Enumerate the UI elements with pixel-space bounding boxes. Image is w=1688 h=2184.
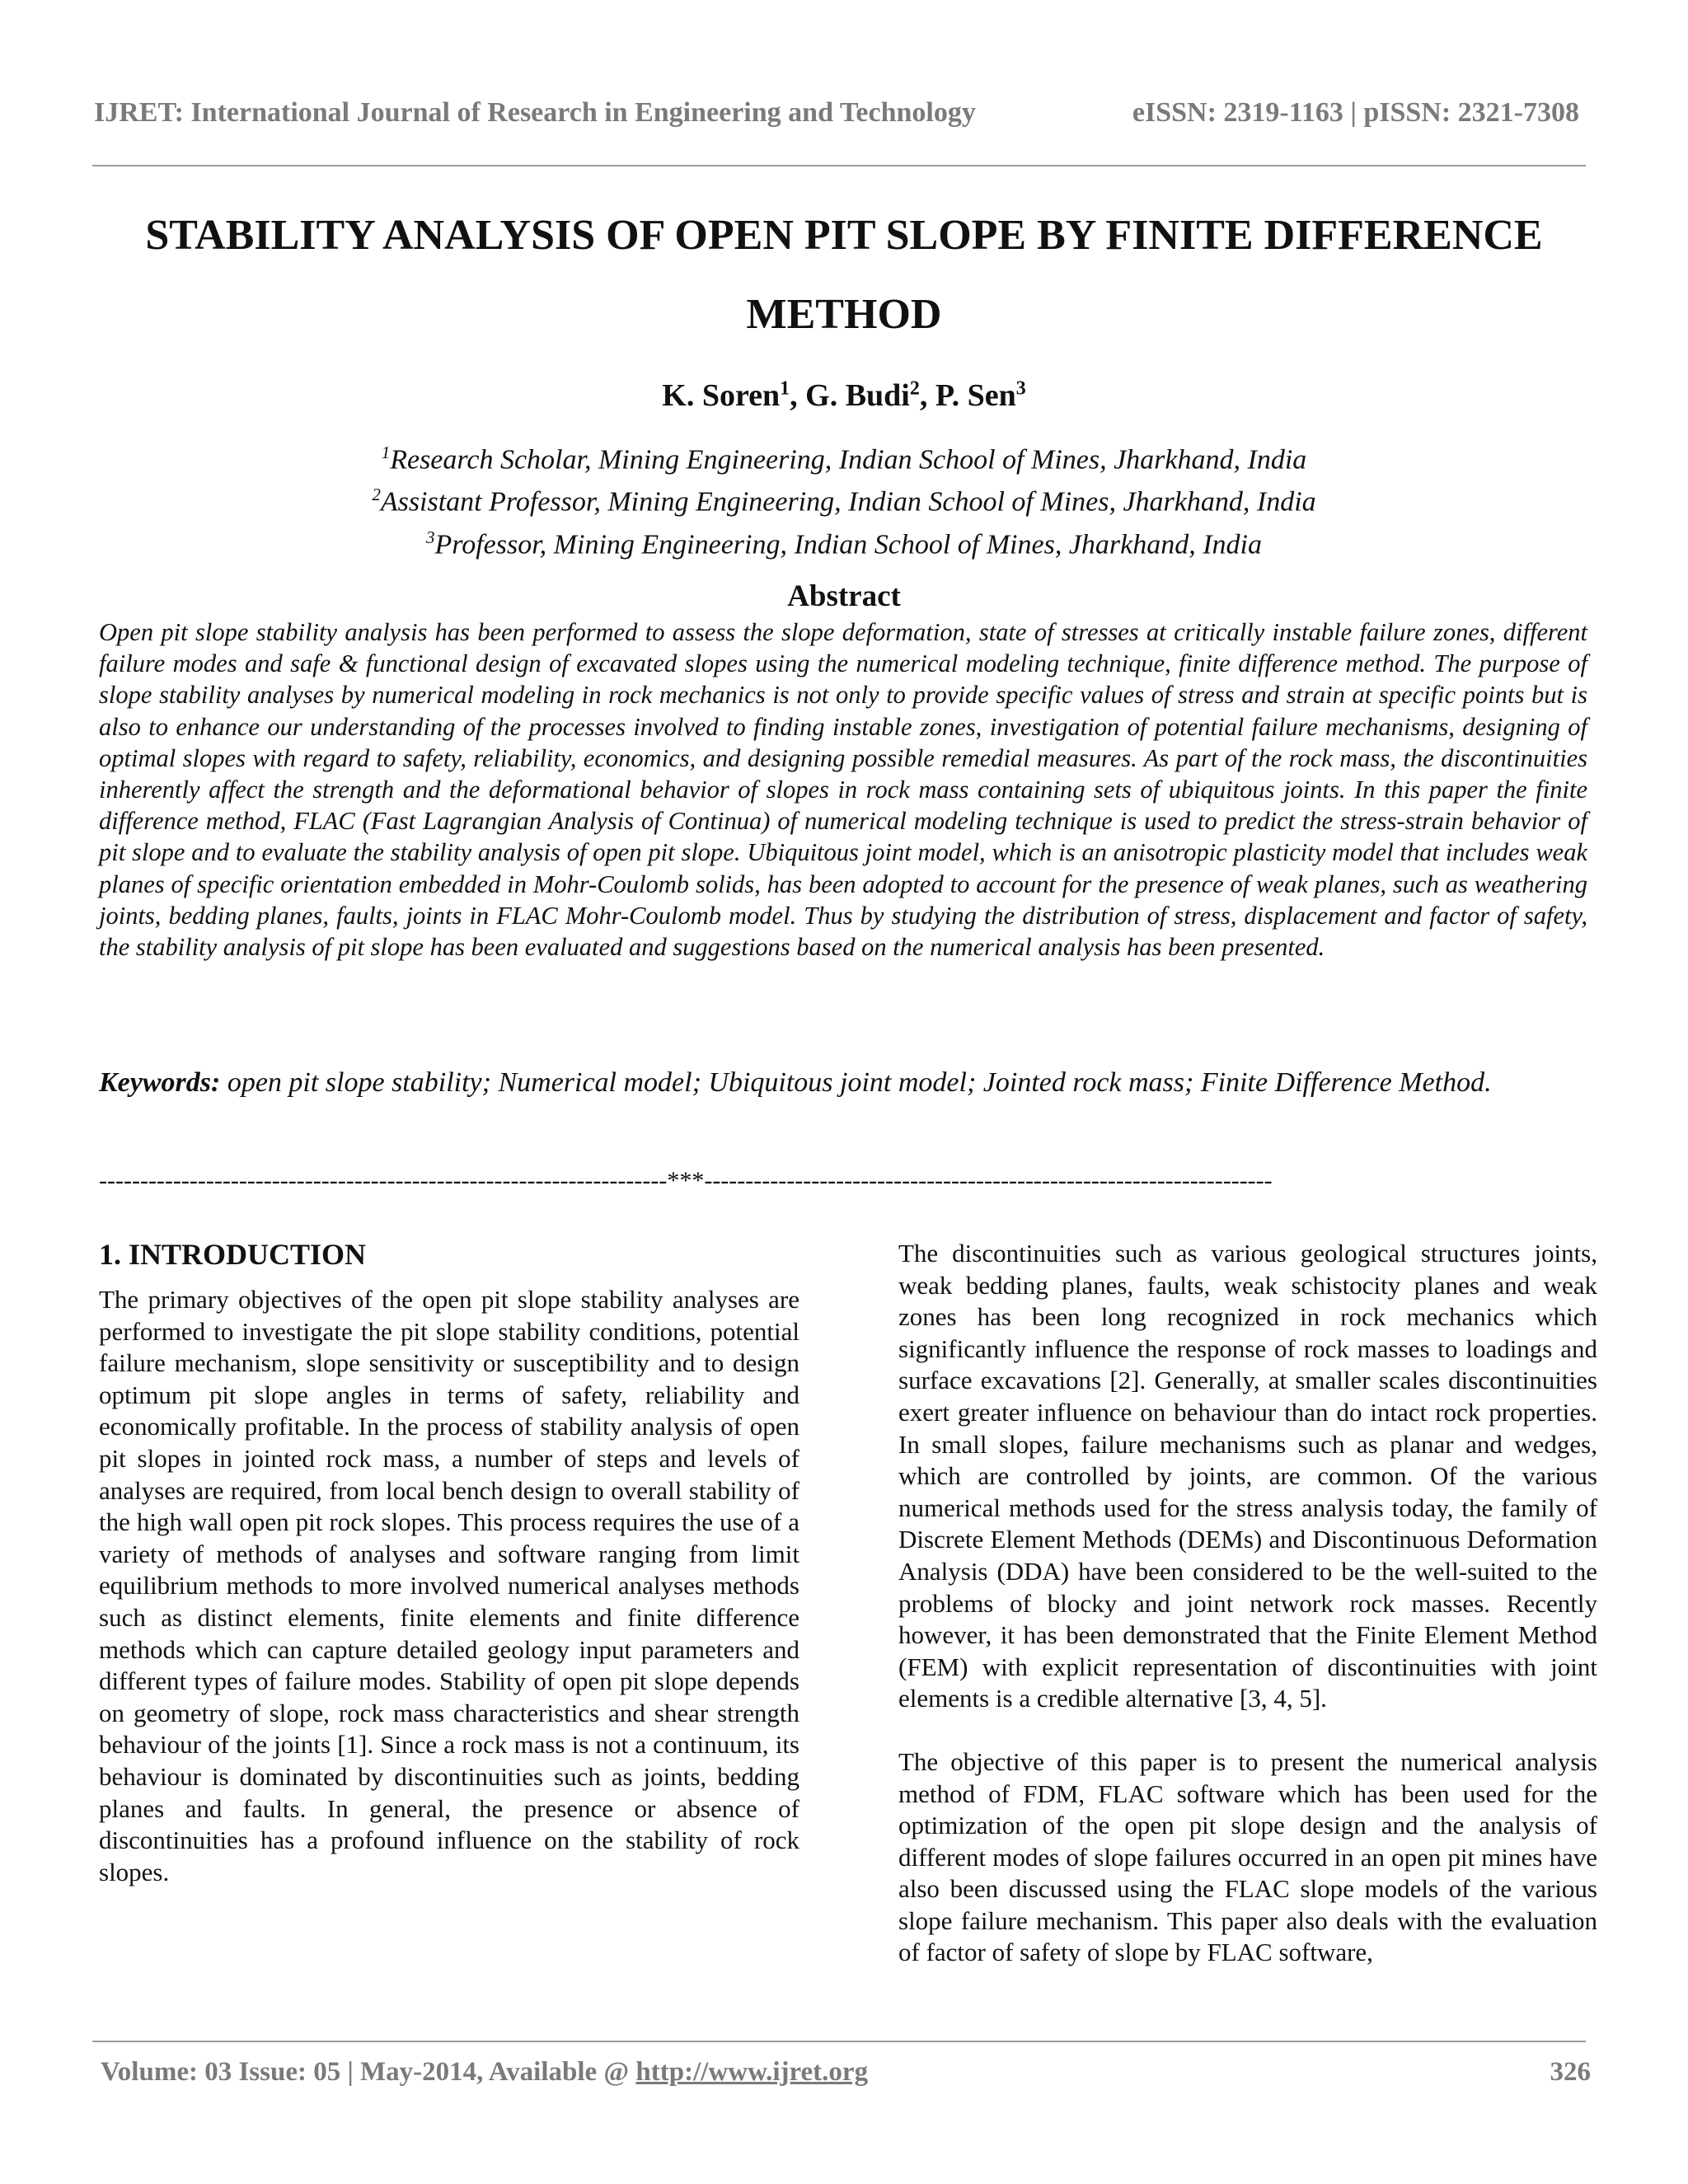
author-name: G. Budi xyxy=(805,378,910,413)
footer-volume-info: Volume: 03 Issue: 05 | May-2014, Available @ http://www.ijret.org xyxy=(101,2057,869,2087)
body-paragraph: The primary objectives of the open pit slope stability analyses are performed to investigate the pit slope stability conditions, potential failure mechanism, slope sensitivity or susceptibility and to design optimum pit slope angles in terms of safety, reliability and economically profitable. In the process of stability analysis of open pit slopes in jointed rock mass, a number of steps and levels of analyses are required, from local bench design to overall stability of the high wall open pit rock slopes. This process requires the use of a variety of methods of analyses and software ranging from limit equilibrium methods to more involved numerical analyses methods such as distinct elements, finite elements and finite difference methods which can capture detailed geology input parameters and different types of failure modes. Stability of open pit slope depends on geometry of slope, rock mass characteristics and shear strength behaviour of the joints [1]. Since a rock mass is not a continuum, its behaviour is dominated by discontinuities such as joints, bedding planes and faults. In general, the presence or absence of discontinuities has a profound influence on the stability of rock slopes. xyxy=(99,1285,799,1886)
keywords-text: open pit slope stability; Numerical model; Ubiquitous joint model; Jointed rock mass; Finite Difference Method. xyxy=(227,1067,1492,1098)
abstract-text: Open pit slope stability analysis has been performed to assess the slope deformation, state of stresses at critically instable failure zones, different failure modes and safe & functional design of excavated slopes using the numerical modeling technique, finite difference method. The purpose of slope stability analyses by numerical modeling in rock mechanics is not only to provide specific values of stress and strain at specific points but is also to enhance our understanding of the processes involved to finding instable zones, investigation of potential failure mechanisms, designing of optimal slopes with regard to safety, reliability, economics, and designing possible remedial measures. As part of the rock mass, the discontinuities inherently affect the strength and the deformational behavior of slopes in rock mass containing sets of ubiquitous joints. In this paper the finite difference method, FLAC (Fast Lagrangian Analysis of Continua) of numerical modeling technique is used to predict the stress-strain behavior of pit slope and to evaluate the stability analysis of open pit slope. Ubiquitous joint model, which is an anisotropic plasticity model that includes weak planes of specific orientation embedded in Mohr-Coulomb solids, has been adopted to account for the presence of weak planes, such as weathering joints, bedding planes, faults, joints in FLAC Mohr-Coulomb model. Thus by studying the distribution of stress, displacement and factor of safety, the stability analysis of pit slope has been evaluated and suggestions based on the numerical analysis has been presented. xyxy=(99,618,1587,962)
author-affiliation-mark: 1 xyxy=(780,377,790,400)
author-name: P. Sen xyxy=(935,378,1016,413)
page-number: 326 xyxy=(1550,2057,1591,2087)
author-affiliation-mark: 2 xyxy=(909,377,920,400)
affiliation-list xyxy=(0,435,1688,562)
abstract-heading: Abstract xyxy=(787,579,901,613)
running-footer xyxy=(101,2057,1591,2088)
affiliation-line: $^2$Assistant Professor, Mining Engineering, Indian School of Mines, Jharkhand, India xyxy=(372,485,1316,518)
paper-title: STABILITY ANALYSIS OF OPEN PIT SLOPE BY FINITE DIFFERENCE METHOD xyxy=(145,212,1543,338)
journal-website-link[interactable]: http://www.ijret.org xyxy=(635,2057,869,2087)
author-affiliation-mark: 3 xyxy=(1015,377,1026,400)
left-column xyxy=(99,1236,799,1888)
section-separator: ---------------------------------------------------------------------***--------------------------------------------------------------------- xyxy=(99,1167,1273,1194)
keywords-block xyxy=(99,1057,1587,1109)
author-name: K. Soren xyxy=(662,378,781,413)
right-column xyxy=(898,1238,1597,1969)
body-paragraph: The discontinuities such as various geological structures joints, weak bedding planes, faults, weak schistocity planes and weak zones has been long recognized in rock mechanics which significantly influence the response of rock masses to loadings and surface excavations [2]. Generally, at smaller scales discontinuities exert greater influence on behaviour than do intact rock properties. In small slopes, failure mechanisms such as planar and wedges, which are controlled by joints, are common. Of the various numerical methods used for the stress analysis today, the family of Discrete Element Methods (DEMs) and Discontinuous Deformation Analysis (DDA) have been considered to be the well-suited to the problems of blocky and joint network rock masses. Recently however, it has been demonstrated that the Finite Element Method (FEM) with explicit representation of discontinuities with joint elements is a credible alternative [3, 4, 5]. xyxy=(898,1239,1597,1713)
author-list: K. Soren$^1$, G. Budi$^2$, P. Sen$^3$ xyxy=(662,377,1026,413)
running-header xyxy=(94,97,1579,129)
keywords-label: Keywords: xyxy=(99,1067,221,1098)
affiliation-line: $^1$Research Scholar, Mining Engineering, Indian School of Mines, Jharkhand, India xyxy=(381,443,1307,476)
affiliation-line: $^3$Professor, Mining Engineering, Indian School of Mines, Jharkhand, India xyxy=(425,527,1262,560)
journal-name: IJRET: International Journal of Research in Engineering and Technology xyxy=(94,97,976,128)
issn-numbers: eISSN: 2319-1163 | pISSN: 2321-7308 xyxy=(1132,97,1579,128)
body-paragraph: The objective of this paper is to present the numerical analysis method of FDM, FLAC software which has been used for the optimization of the open pit slope design and the analysis of different modes of slope failures occurred in an open pit mines have also been discussed using the FLAC slope models of the various slope failure mechanism. This paper also deals with the evaluation of factor of safety of slope by FLAC software, xyxy=(898,1746,1597,1967)
section-heading-introduction: 1. INTRODUCTION xyxy=(99,1238,367,1271)
header-divider xyxy=(92,165,1586,166)
footer-divider xyxy=(92,2041,1586,2042)
